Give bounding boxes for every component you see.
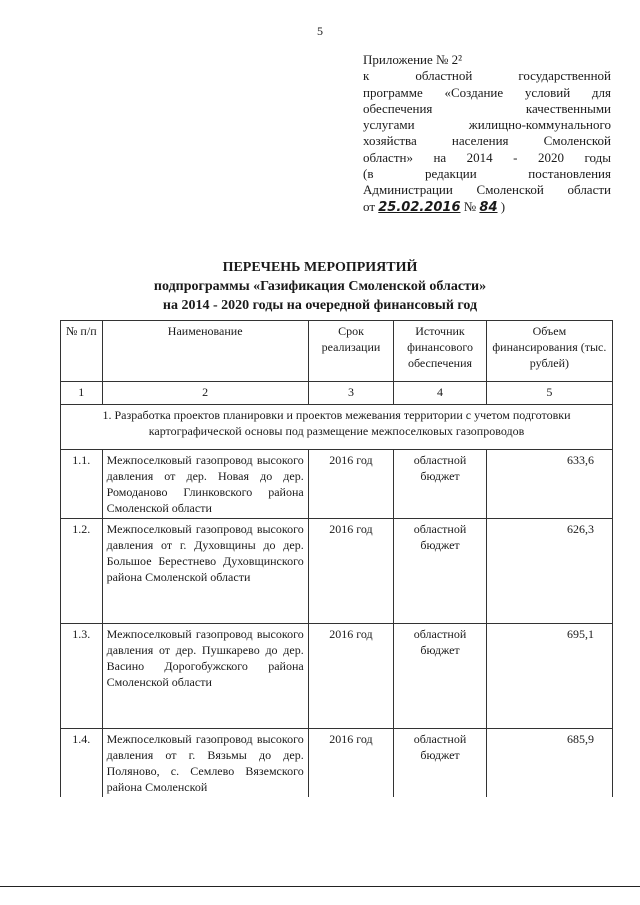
section-row <box>61 405 613 450</box>
row-term: 2016 год <box>308 450 394 519</box>
row-number: 1.1. <box>61 450 103 519</box>
header-number: № п/п <box>61 321 103 382</box>
column-number: 3 <box>308 382 394 405</box>
row-name: Межпоселковый газопровод высокого давления от г. Вязьмы до дер. Поляново, с. Семлево Вяземского района Смоленской <box>102 729 308 798</box>
appendix-line: (в редакции постановления <box>363 166 611 182</box>
header-name: Наименование <box>102 321 308 382</box>
appendix-date-line <box>363 199 611 216</box>
column-number: 5 <box>486 382 612 405</box>
appendix-line: хозяйства населения Смоленской <box>363 133 611 149</box>
header-amount: Объем финансирования (тыс. рублей) <box>486 321 612 382</box>
column-number: 2 <box>102 382 308 405</box>
page-number: 5 <box>317 24 323 38</box>
document-heading <box>0 258 640 315</box>
row-source: областной бюджет <box>394 450 487 519</box>
row-amount: 626,3 <box>486 519 612 624</box>
table-row <box>61 519 613 624</box>
header-source: Источник финансового обеспечения <box>394 321 487 382</box>
page-bottom-rule <box>0 886 640 887</box>
appendix-line: областн» на 2014 - 2020 годы <box>363 149 611 165</box>
table-row <box>61 450 613 519</box>
table-row <box>61 729 613 798</box>
row-source: областной бюджет <box>394 729 487 798</box>
row-term: 2016 год <box>308 624 394 729</box>
heading-title: ПЕРЕЧЕНЬ МЕРОПРИЯТИЙ <box>222 260 418 275</box>
appendix-line: услугами жилищно-коммунального <box>363 117 611 133</box>
heading-period: на 2014 - 2020 годы на очередной финансовый год <box>162 298 478 313</box>
row-amount: 633,6 <box>486 450 612 519</box>
appendix-block <box>363 52 611 216</box>
appendix-line: Администрации Смоленской области <box>363 182 611 198</box>
row-source: областной бюджет <box>394 519 487 624</box>
row-number: 1.4. <box>61 729 103 798</box>
row-number: 1.2. <box>61 519 103 624</box>
close-paren: ) <box>500 198 506 214</box>
row-name: Межпоселковый газопровод высокого давления от г. Духовщины до дер. Большое Берестнево Духовщинского района Смоленской области <box>102 519 308 624</box>
appendix-line: программе «Создание условий для <box>363 84 611 100</box>
number-sign: № <box>463 198 477 214</box>
column-number: 4 <box>394 382 487 405</box>
table-row <box>61 624 613 729</box>
appendix-line: обеспечения качественными <box>363 100 611 116</box>
handwritten-number: 84 <box>479 199 498 215</box>
heading-subtitle: подпрограммы «Газификация Смоленской области» <box>153 279 487 294</box>
handwritten-date: 25.02.2016 <box>378 199 461 215</box>
measures-table <box>60 320 613 797</box>
row-amount: 685,9 <box>486 729 612 798</box>
table-header-row <box>61 321 613 382</box>
row-term: 2016 год <box>308 729 394 798</box>
row-number: 1.3. <box>61 624 103 729</box>
column-number-row <box>61 382 613 405</box>
row-source: областной бюджет <box>394 624 487 729</box>
header-term: Срок реализации <box>308 321 394 382</box>
section-title: 1. Разработка проектов планировки и проектов межевания территории с учетом подготовки картографической основы под размещение межпоселковых газопроводов <box>61 405 613 450</box>
appendix-line: к областной государственной <box>363 68 611 84</box>
row-name: Межпоселковый газопровод высокого давления от дер. Новая до дер. Ромоданово Глинковского района Смоленской области <box>102 450 308 519</box>
appendix-title: Приложение № 2² <box>363 52 463 67</box>
row-amount: 695,1 <box>486 624 612 729</box>
date-prefix: от <box>363 198 376 214</box>
column-number: 1 <box>61 382 103 405</box>
row-name: Межпоселковый газопровод высокого давления от дер. Пушкарево до дер. Васино Дорогобужского района Смоленской области <box>102 624 308 729</box>
row-term: 2016 год <box>308 519 394 624</box>
